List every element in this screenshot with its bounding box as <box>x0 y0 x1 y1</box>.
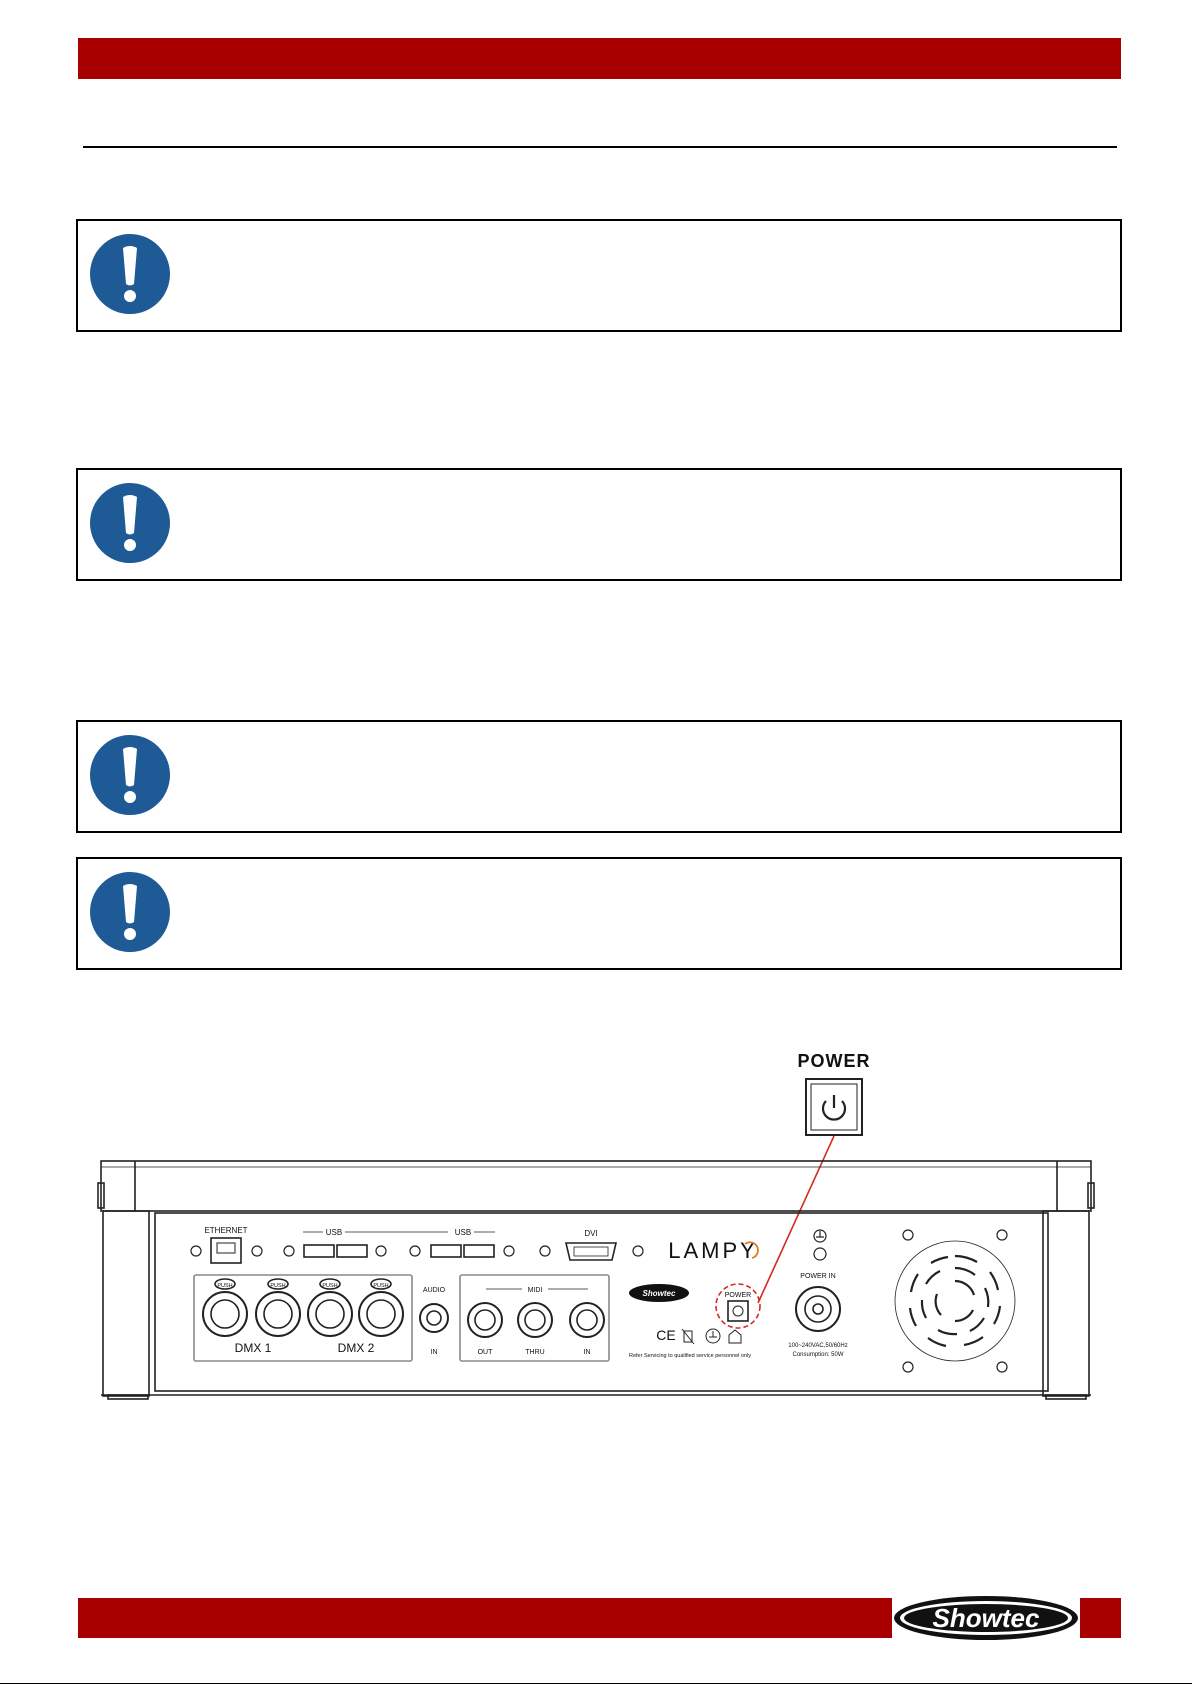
dmx-xlr-connector <box>359 1292 403 1336</box>
power-in-connector <box>796 1287 840 1331</box>
audio-label: AUDIO <box>422 1287 446 1294</box>
notice-box-2 <box>76 468 1122 581</box>
mandatory-exclamation-icon <box>90 234 170 314</box>
push-label: PUSH <box>373 1283 389 1289</box>
midi-in-label: IN <box>583 1349 591 1356</box>
power-in-label: POWER IN <box>800 1273 836 1280</box>
header-rule <box>83 146 1117 148</box>
push-label: PUSH <box>322 1283 338 1289</box>
fan-grill <box>895 1241 1015 1361</box>
service-note: Refer Servicing to qualified service personnel only <box>629 1353 751 1359</box>
dvi-port <box>566 1243 616 1260</box>
midi-in-connector <box>570 1303 604 1337</box>
showtec-logo-text: Showtec <box>932 1603 1040 1633</box>
push-label: PUSH <box>217 1283 233 1289</box>
dmx-1-label: DMX 1 <box>234 1341 272 1355</box>
dmx-2-label: DMX 2 <box>337 1341 375 1355</box>
rating-consumption: Consumption: 50W <box>792 1352 844 1358</box>
indoor-use-icon <box>729 1330 741 1343</box>
dvi-label: DVI <box>584 1229 598 1238</box>
svg-text:Showtec: Showtec <box>642 1289 676 1298</box>
mandatory-exclamation-icon <box>90 735 170 815</box>
usb-label-2: USB <box>454 1228 472 1237</box>
rear-panel-figure <box>0 1040 1192 1420</box>
midi-out-connector <box>468 1303 502 1337</box>
usb-port <box>431 1245 461 1257</box>
mandatory-exclamation-icon <box>90 483 170 563</box>
power-callout-label: POWER <box>797 1051 871 1071</box>
usb-port <box>304 1245 334 1257</box>
ce-mark: CE <box>656 1327 676 1343</box>
footer-logo-area <box>892 1594 1080 1642</box>
midi-thru-connector <box>518 1303 552 1337</box>
power-switch <box>728 1301 748 1321</box>
usb-port <box>464 1245 494 1257</box>
dmx-xlr-connector <box>256 1292 300 1336</box>
showtec-logo <box>892 1594 1080 1642</box>
header-bar <box>78 38 1121 79</box>
power-switch-label: POWER <box>724 1292 752 1299</box>
midi-label: MIDI <box>527 1287 543 1294</box>
ethernet-port <box>211 1238 241 1263</box>
page-bottom-rule <box>0 1683 1192 1684</box>
midi-thru-label: THRU <box>525 1349 545 1356</box>
audio-in-label: IN <box>430 1349 438 1356</box>
usb-port <box>337 1245 367 1257</box>
midi-out-label: OUT <box>477 1349 493 1356</box>
power-symbol-icon <box>823 1095 845 1120</box>
usb-label-1: USB <box>325 1228 343 1237</box>
notice-box-1 <box>76 219 1122 332</box>
mandatory-exclamation-icon <box>90 872 170 952</box>
earth-ground-icon <box>706 1329 720 1343</box>
weee-bin-icon <box>682 1329 694 1344</box>
notice-box-3 <box>76 720 1122 833</box>
rating-voltage: 100~240VAC,50/60Hz <box>788 1343 848 1349</box>
audio-jack <box>420 1304 448 1332</box>
push-label: PUSH <box>270 1283 286 1289</box>
dmx-xlr-connector <box>308 1292 352 1336</box>
ground-symbol-icon <box>814 1230 826 1260</box>
notice-box-4 <box>76 857 1122 970</box>
lampy-brand-label: LAMPY <box>668 1238 758 1263</box>
dmx-xlr-connector <box>203 1292 247 1336</box>
ethernet-label: ETHERNET <box>204 1226 248 1235</box>
